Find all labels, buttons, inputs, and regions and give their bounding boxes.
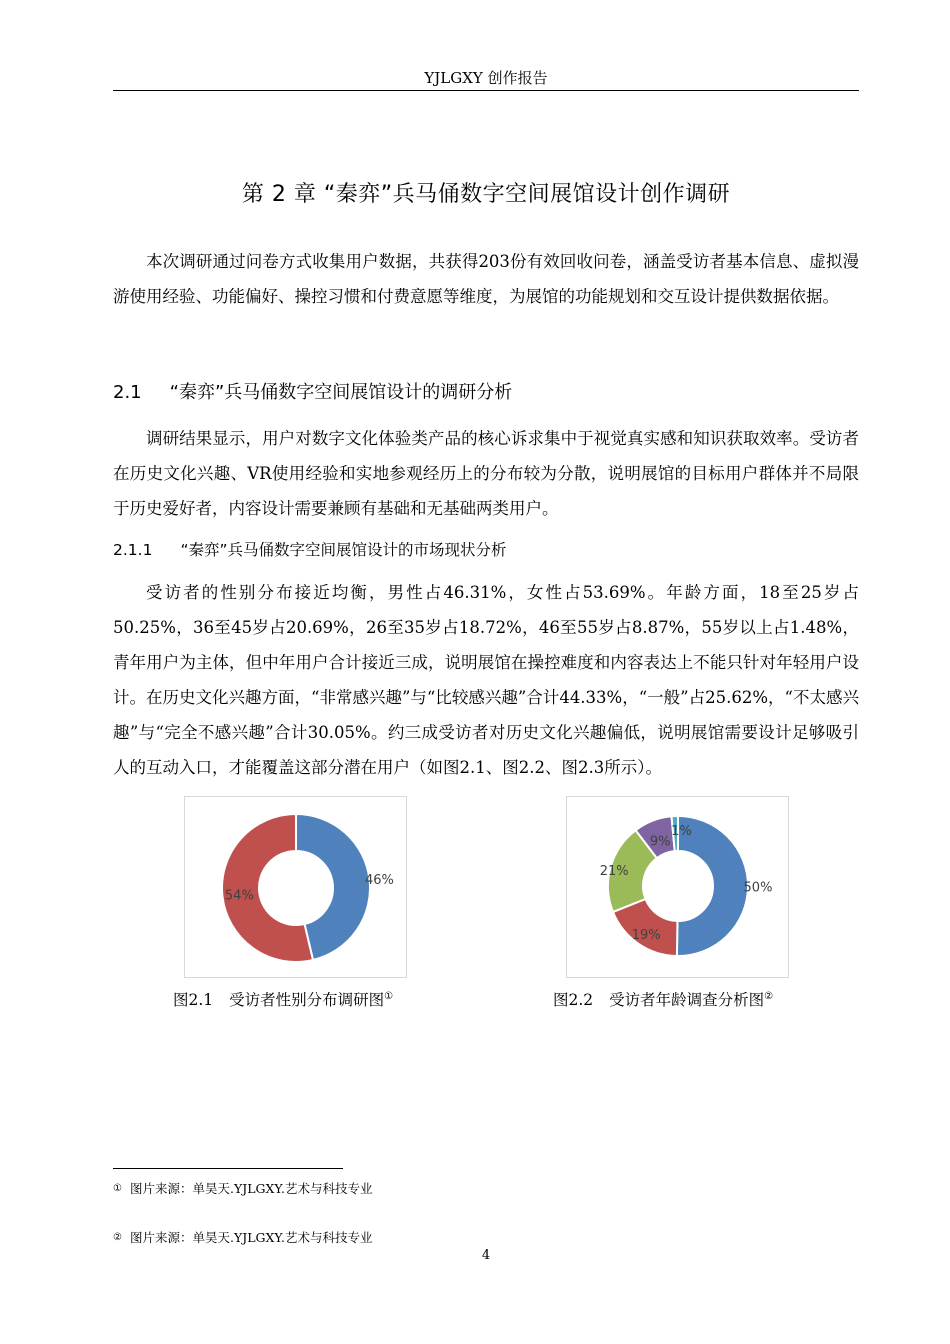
footnote-text: 图片来源：单昊天.YJLGXY.艺术与科技专业 [129, 1181, 373, 1196]
figure-number: 图2.1 [173, 991, 214, 1010]
figure-number: 图2.2 [553, 991, 594, 1010]
running-header: YJLGXY 创作报告 [424, 69, 548, 87]
footnote-mark: ② [113, 1232, 122, 1243]
donut-data-label: 54% [224, 888, 254, 904]
section-title: “秦弈”兵马俑数字空间展馆设计的调研分析 [169, 382, 513, 403]
section-2-1-heading [113, 378, 859, 408]
figure-2-1-caption [173, 986, 393, 1011]
figure-caption-text: 受访者性别分布调研图 [229, 991, 385, 1010]
donut-data-label: 46% [365, 872, 394, 888]
footnote-text: 图片来源：单昊天.YJLGXY.艺术与科技专业 [129, 1230, 373, 1245]
age-donut-chart [566, 796, 789, 978]
donut-data-label: 1% [671, 824, 692, 840]
footnote-2 [113, 1229, 373, 1247]
gender-donut-svg [185, 797, 406, 977]
donut-data-label: 19% [631, 928, 661, 944]
header-rule [113, 90, 859, 91]
footnote-ref: ① [384, 991, 394, 1002]
section-2-1-1-heading [113, 537, 859, 563]
age-donut-svg [567, 797, 788, 977]
donut-data-label: 50% [743, 880, 773, 896]
figure-caption-text: 受访者年龄调查分析图 [609, 991, 765, 1010]
figure-2-2-caption [553, 986, 773, 1011]
footnote-ref: ② [764, 991, 774, 1002]
donut-data-label: 21% [599, 863, 629, 879]
intro-paragraph: 本次调研通过问卷方式收集用户数据，共获得203份有效回收问卷，涵盖受访者基本信息、虚拟漫游使用经验、功能偏好、操控习惯和付费意愿等维度，为展馆的功能规划和交互设计提供数据依据。 [113, 252, 859, 306]
subsection-number: 2.1.1 [113, 541, 153, 559]
gender-donut-chart [184, 796, 407, 978]
page-number: 4 [481, 1248, 491, 1263]
subsection-title: “秦弈”兵马俑数字空间展馆设计的市场现状分析 [180, 541, 507, 559]
donut-data-label: 9% [649, 834, 671, 850]
footnote-rule [113, 1168, 343, 1169]
section-2-1-paragraph: 调研结果显示，用户对数字文化体验类产品的核心诉求集中于视觉真实感和知识获取效率。受访者在历史文化兴趣、VR使用经验和实地参观经历上的分布较为分散，说明展馆的目标用户群体并不局限于历史爱好者，内容设计需要兼顾有基础和无基础两类用户。 [113, 429, 859, 518]
footnote-1 [113, 1180, 373, 1198]
chapter-title: 第 2 章 “秦弈”兵马俑数字空间展馆设计创作调研 [241, 182, 731, 207]
section-number: 2.1 [113, 382, 142, 403]
section-2-1-1-paragraph: 受访者的性别分布接近均衡，男性占46.31%，女性占53.69%。年龄方面，18至25岁占50.25%，36至45岁占20.69%，26至35岁占18.72%，46至55岁占8.87%，55岁以上占1.48%，青年用户为主体，但中年用户合计接近三成，说明展馆在操控难度和内容表达上不能只针对年轻用户设计。在历史文化兴趣方面，“非常感兴趣”与“比较感兴趣”合计44.33%，“一般”占25.62%，“不太感兴趣”与“完全不感兴趣”合计30.05%。约三成受访者对历史文化兴趣偏低，说明展馆需要设计足够吸引人的互动入口，才能覆盖这部分潜在用户（如图2.1、图2.2、图2.3所示）。 [113, 583, 859, 777]
footnote-mark: ① [113, 1183, 122, 1194]
